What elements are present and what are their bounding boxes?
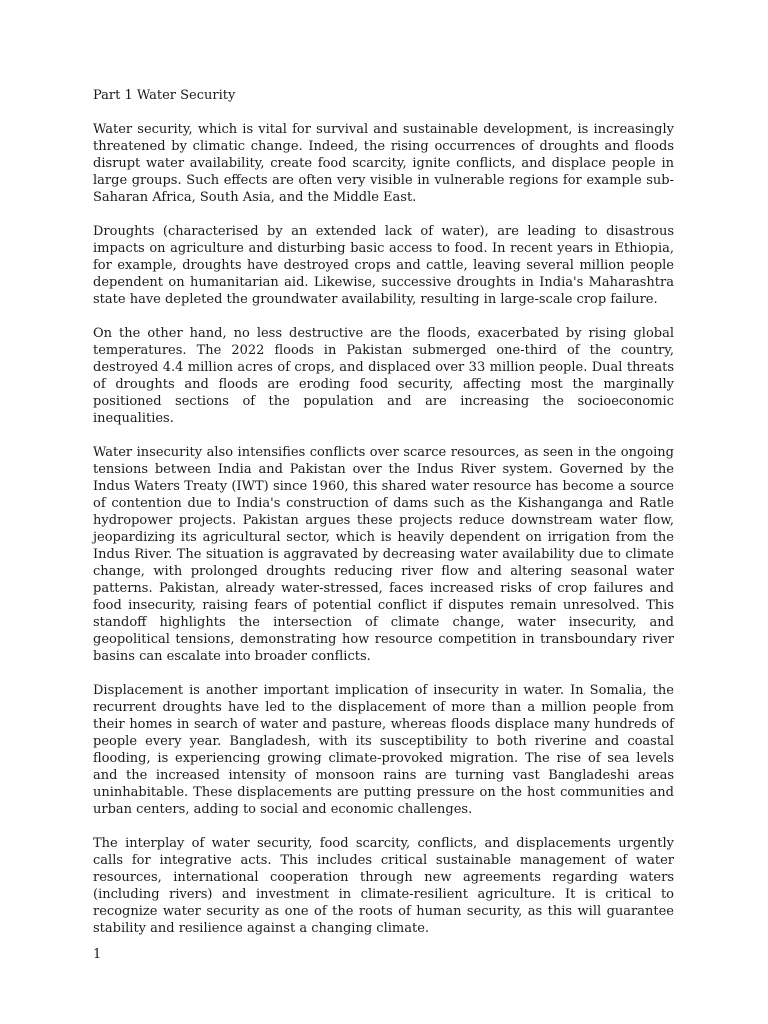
paragraph-conflicts: Water insecurity also intensifies conflicts over scarce resources, as seen in the ongoing tensions between India and Pakistan over the Indus River system. Governed by the Indus Waters Treaty (IWT) since 1960, this shared water resource has become a source of contention due to India's construction of dams such as the Kishanganga and Ratle hydropower projects. Pakistan argues these projects reduce downstream water flow, jeopardizing its agricultural sector, which is heavily dependent on irrigation from the Indus River. The situation is aggravated by decreasing water availability due to climate change, with prolonged droughts reducing river flow and altering seasonal water patterns. Pakistan, already water-stressed, faces increased risks of crop failures and food insecurity, raising fears of potential conflict if disputes remain unresolved. This standoff highlights the intersection of climate change, water insecurity, and geopolitical tensions, demonstrating how resource competition in transboundary river basins can escalate into broader conflicts. <box>93 445 674 664</box>
paragraph-displacement: Displacement is another important implication of insecurity in water. In Somalia, the recurrent droughts have led to the displacement of more than a million people from their homes in search of water and pasture, whereas floods displace many hundreds of people every year. Bangladesh, with its susceptibility to both riverine and coastal flooding, is experiencing growing climate-provoked migration. The rise of sea levels and the increased intensity of monsoon rains are turning vast Bangladeshi areas uninhabitable. These displacements are putting pressure on the host communities and urban centers, adding to social and economic challenges. <box>93 683 674 817</box>
paragraph-floods: On the other hand, no less destructive are the floods, exacerbated by rising global temperatures. The 2022 floods in Pakistan submerged one-third of the country, destroyed 4.4 million acres of crops, and displaced over 33 million people. Dual threats of droughts and floods are eroding food security, affecting most the marginally positioned sections of the population and are increasing the socioeconomic inequalities. <box>93 326 674 426</box>
document-body <box>93 87 674 954</box>
page-number: 1 <box>93 947 102 962</box>
paragraph-droughts: Droughts (characterised by an extended lack of water), are leading to disastrous impacts on agriculture and disturbing basic access to food. In recent years in Ethiopia, for example, droughts have destroyed crops and cattle, leaving several million people dependent on humanitarian aid. Likewise, successive droughts in India's Maharashtra state have depleted the groundwater availability, resulting in large-scale crop failure. <box>93 224 674 307</box>
paragraph-intro: Water security, which is vital for survival and sustainable development, is increasingly threatened by climatic change. Indeed, the rising occurrences of droughts and floods disrupt water availability, create food scarcity, ignite conflicts, and displace people in large groups. Such effects are often very visible in vulnerable regions for example sub-Saharan Africa, South Asia, and the Middle East. <box>93 122 674 205</box>
section-heading: Part 1 Water Security <box>93 88 236 103</box>
paragraph-conclusion: The interplay of water security, food scarcity, conflicts, and displacements urgently calls for integrative acts. This includes critical sustainable management of water resources, international cooperation through new agreements regarding waters (including rivers) and investment in climate-resilient agriculture. It is critical to recognize water security as one of the roots of human security, as this will guarantee stability and resilience against a changing climate. <box>93 836 674 936</box>
